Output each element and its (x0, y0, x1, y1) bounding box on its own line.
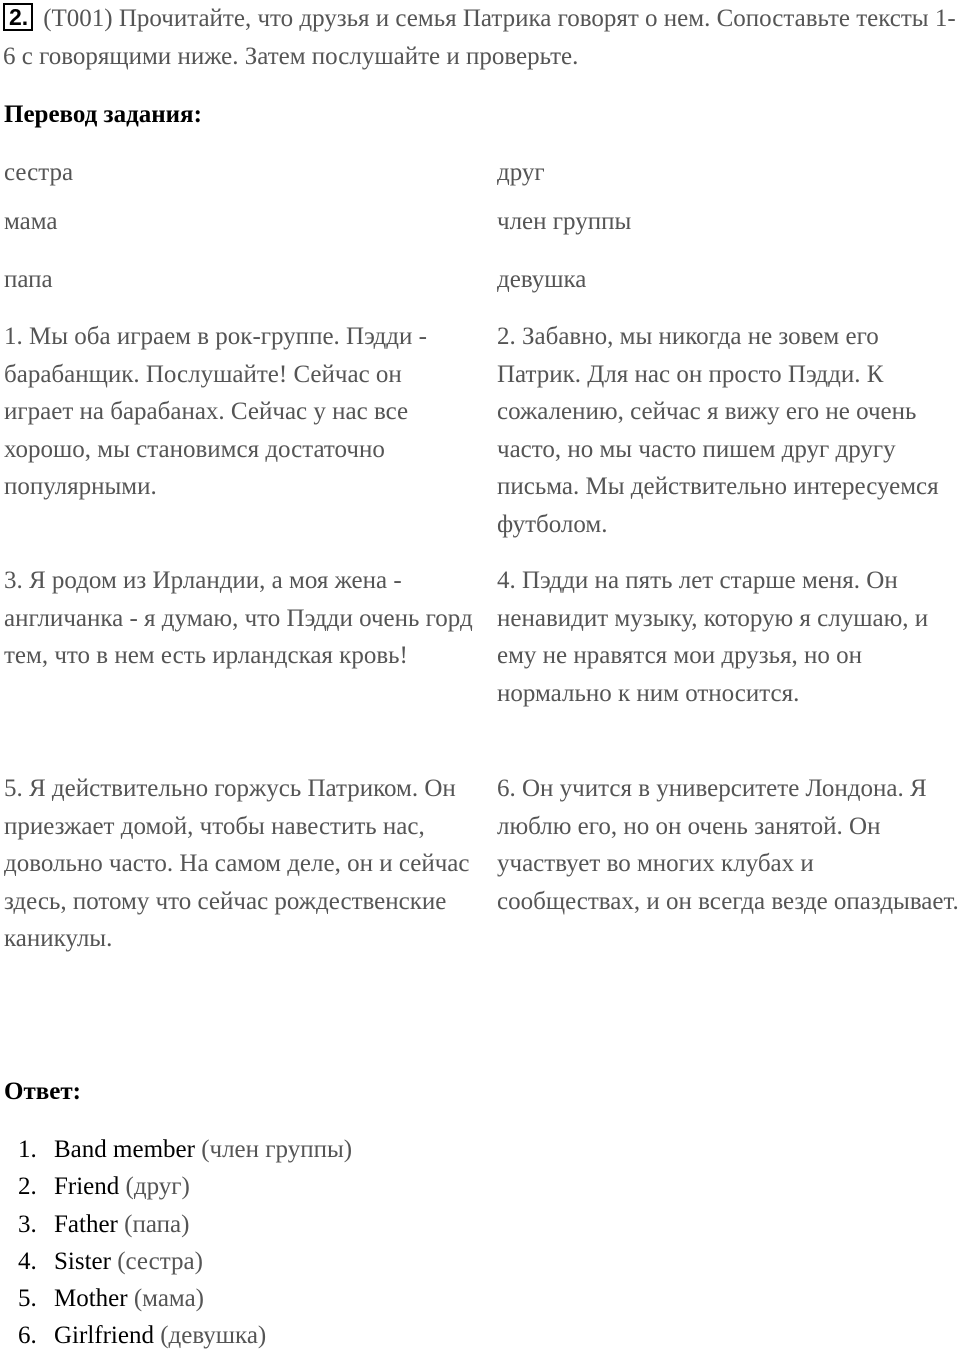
answer-russian: (папа) (124, 1210, 190, 1238)
answer-russian: (друг) (125, 1173, 190, 1201)
answer-russian: (мама) (133, 1285, 205, 1313)
answer-number: 2. (18, 1173, 37, 1201)
speaker-girlfriend: девушка (497, 266, 587, 293)
answer-english: Girlfriend (54, 1322, 154, 1350)
answer-item (18, 1243, 352, 1280)
answer-item (18, 1168, 352, 1205)
answer-english: Sister (54, 1247, 111, 1275)
speaker-friend: друг (497, 159, 545, 186)
speaker-sister: сестра (4, 159, 74, 186)
answer-number: 3. (18, 1210, 37, 1238)
answer-number: 6. (18, 1322, 37, 1350)
answer-english: Friend (54, 1173, 120, 1201)
answer-russian: (девушка) (160, 1322, 267, 1350)
speaker-band-member: член группы (497, 208, 632, 235)
answer-number: 1. (18, 1136, 37, 1163)
answer-english: Mother (54, 1285, 128, 1313)
text-2: 2. Забавно, мы никогда не зовем его Патрик. Для нас он просто Пэдди. К сожалению, сейчас я вижу его не очень часто, но мы часто пишем друг другу письма. Мы действительно интересуемся футболом. (497, 323, 939, 538)
task-text: (T001) Прочитайте, что друзья и семья Патрика говорят о нем. Сопоставьте тексты 1-6 с говорящими ниже. Затем послушайте и проверьте. (3, 5, 956, 70)
answer-english: Band member (54, 1136, 195, 1163)
answer-number: 4. (18, 1247, 37, 1275)
answer-number: 5. (18, 1285, 37, 1313)
text-6: 6. Он учится в университете Лондона. Я люблю его, но он очень занятой. Он участвует во многих клубах и сообществах, и он всегда везде опаздывает. (497, 775, 959, 915)
text-1: 1. Мы оба играем в рок-группе. Пэдди - барабанщик. Послушайте! Сейчас он играет на барабанах. Сейчас у нас все хорошо, мы становимся достаточно популярными. (4, 323, 427, 501)
task-instruction (3, 0, 958, 76)
answer-item (18, 1317, 352, 1354)
translation-heading: Перевод задания: (4, 101, 202, 128)
task-number-badge: 2. (3, 3, 33, 31)
answer-item (18, 1131, 352, 1168)
speaker-mother: мама (4, 208, 58, 235)
answer-english: Father (54, 1210, 118, 1238)
answer-item (18, 1280, 352, 1317)
text-3: 3. Я родом из Ирландии, а моя жена - англичанка - я думаю, что Пэдди очень горд тем, что в нем есть ирландская кровь! (4, 567, 473, 670)
speaker-father: папа (4, 266, 53, 293)
text-5: 5. Я действительно горжусь Патриком. Он приезжает домой, чтобы навестить нас, довольно часто. На самом деле, он и сейчас здесь, потому что сейчас рождественские каникулы. (4, 775, 470, 953)
answer-item (18, 1206, 352, 1243)
answer-list (18, 1131, 352, 1355)
text-4: 4. Пэдди на пять лет старше меня. Он ненавидит музыку, которую я слушаю, и ему не нравятся мои друзья, но он нормально к ним относится. (497, 567, 929, 707)
answer-heading: Ответ: (4, 1078, 81, 1105)
answer-russian: (сестра) (117, 1247, 203, 1275)
answer-russian: (член группы) (201, 1136, 353, 1163)
